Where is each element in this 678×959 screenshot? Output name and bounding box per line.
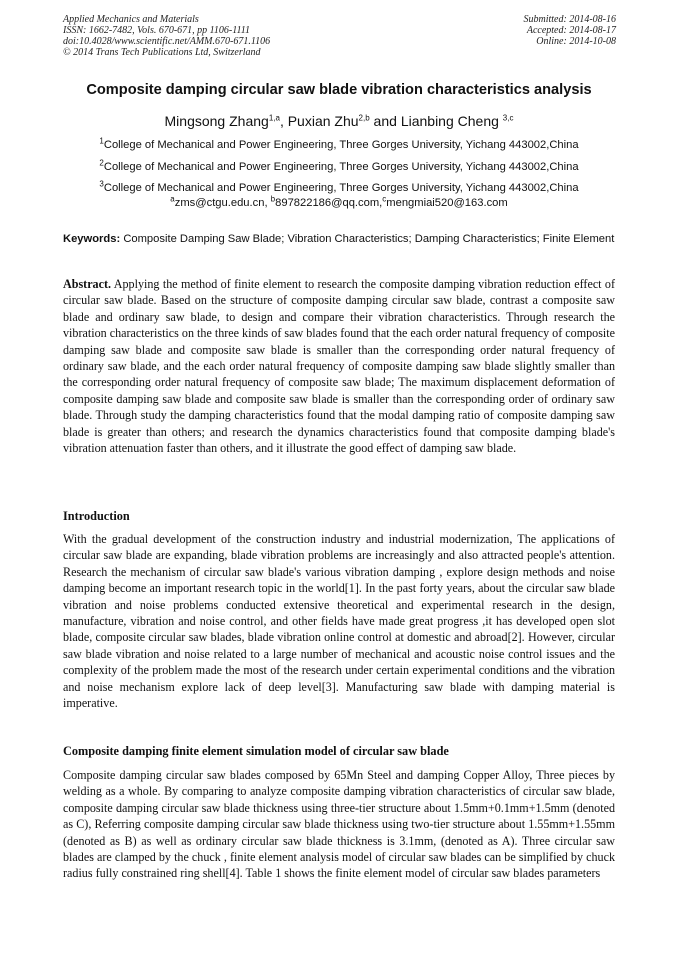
author-superscript: 3,c	[502, 113, 514, 123]
author-superscript: 2,b	[358, 113, 370, 123]
section-heading-introduction: Introduction	[63, 509, 130, 523]
section-heading-model: Composite damping finite element simulation model of circular saw blade	[63, 744, 449, 758]
journal-doi: doi:10.4028/www.scientific.net/AMM.670-671.1106	[63, 36, 271, 47]
affiliation-text: College of Mechanical and Power Engineering, Three Gorges University, Yichang 443002,China	[103, 139, 579, 151]
affiliation	[40, 138, 638, 152]
author-separator: ,	[279, 113, 288, 129]
affiliation-superscript: 3	[99, 179, 104, 189]
journal-issn: ISSN: 1662-7482, Vols. 670-671, pp 1106-1111	[63, 25, 251, 36]
email-superscript: c	[382, 194, 387, 204]
introduction-paragraph: With the gradual development of the construction industry and industrial modernization, The applications of circular saw blade are expanding, blade vibration problems are increasingly and also attracted people's attention. Research the mechanism of circular saw blade's various vibration damping , explore design methods and noise damping become an important research topic in the world[1]. In the past forty years, about the circular saw blade vibration and noise problems conducted extensive theoretical and experimental research in the design, manufacture, vibration and noise control, and other fields have made great progress ,it has developed open slot blade, composite circular saw blades, blade vibration online control at domestic and abroad[2]. However, circular saw blade vibration and noise related to a large number of mechanical and acoustic noise control issues and the complexity of the problem made the most of the research under certain experimental conditions and the vibration and noise mechanism explore lack of deep level[3]. Manufacturing saw blade with damping material is imperative.	[63, 532, 615, 711]
submitted-date: Submitted: 2014-08-16	[523, 14, 616, 25]
email-superscript: a	[170, 194, 175, 204]
author-name: Puxian Zhu	[287, 113, 359, 129]
abstract	[63, 276, 615, 456]
keywords-text: Composite Damping Saw Blade; Vibration Characteristics; Damping Characteristics; Finite Element	[123, 233, 615, 245]
keywords-label: Keywords:	[63, 233, 121, 245]
affiliation	[40, 160, 638, 174]
paper-title: Composite damping circular saw blade vibration characteristics analysis	[86, 82, 592, 98]
affiliation-superscript: 1	[99, 136, 104, 146]
abstract-text: Applying the method of finite element to research the composite damping vibration reduction effect of circular saw blade. Based on the structure of composite damping circular saw blade, contrast a composite saw blade and ordinary saw blade, to design and compare their vibration characteristics. Through research the vibration characteristics on the three kinds of saw blades found that the each order natural frequency of composite damping saw blade and composite saw blade is smaller than the corresponding order natural frequency of ordinary saw blade, and the each order natural frequency of composite damping saw blade slightly smaller than the corresponding order natural frequency of composite saw blade; The maximum displacement deformation of composite damping saw blade and composite saw blade is smaller than the corresponding order of ordinary saw blade. Through study the damping characteristics found that the modal damping ratio of composite damping saw blade is greater than others; and research the dynamics characteristics found that composite damping blade's vibration attenuation faster than others, and it illustrate the good effect of damping saw blade.	[63, 277, 616, 456]
journal-copyright: © 2014 Trans Tech Publications Ltd, Switzerland	[63, 47, 261, 58]
journal-info	[63, 14, 270, 58]
author-name: Lianbing Cheng	[400, 113, 499, 129]
email-link[interactable]: 897822186@qq.com,	[275, 197, 383, 209]
submission-dates	[524, 14, 617, 47]
email-link[interactable]: zms@ctgu.edu.cn,	[174, 197, 271, 209]
email-superscript: b	[270, 194, 276, 204]
online-date: Online: 2014-10-08	[536, 36, 616, 47]
email-link[interactable]: mengmiai520@163.com	[386, 197, 508, 209]
affiliation-text: College of Mechanical and Power Engineering, Three Gorges University, Yichang 443002,China	[103, 182, 579, 194]
affiliation-text: College of Mechanical and Power Engineering, Three Gorges University, Yichang 443002,China	[103, 161, 579, 173]
abstract-label: Abstract.	[63, 277, 112, 291]
affiliation-superscript: 2	[99, 158, 104, 168]
author-name: Mingsong Zhang	[164, 113, 269, 129]
accepted-date: Accepted: 2014-08-17	[526, 25, 616, 36]
keywords	[63, 232, 615, 246]
model-paragraph: Composite damping circular saw blades composed by 65Mn Steel and damping Copper Alloy, Three pieces by welding as a whole. By comparing to analyze composite damping vibration characteristics of circular saw blade, composite damping circular saw blade thickness using three-tier structure about 1.5mm+0.1mm+1.5mm (denoted as C), Referring composite damping circular saw blade thickness using two-tier structure about 1.55mm+1.55mm (denoted as B) as well as ordinary circular saw blade thickness is 3.1mm, (denoted as A). Three circular saw blades are clamped by the chuck , finite element analysis model of circular saw blades can be simplified by chuck radius fully constrained ring shell[4]. Table 1 shows the finite element model of circular saw blades parameters	[63, 768, 615, 881]
author-list	[40, 112, 638, 130]
email-list	[40, 196, 638, 210]
author-separator: and	[369, 113, 401, 129]
affiliation	[40, 181, 638, 195]
author-superscript: 1,a	[268, 113, 280, 123]
journal-name: Applied Mechanics and Materials	[63, 14, 199, 25]
